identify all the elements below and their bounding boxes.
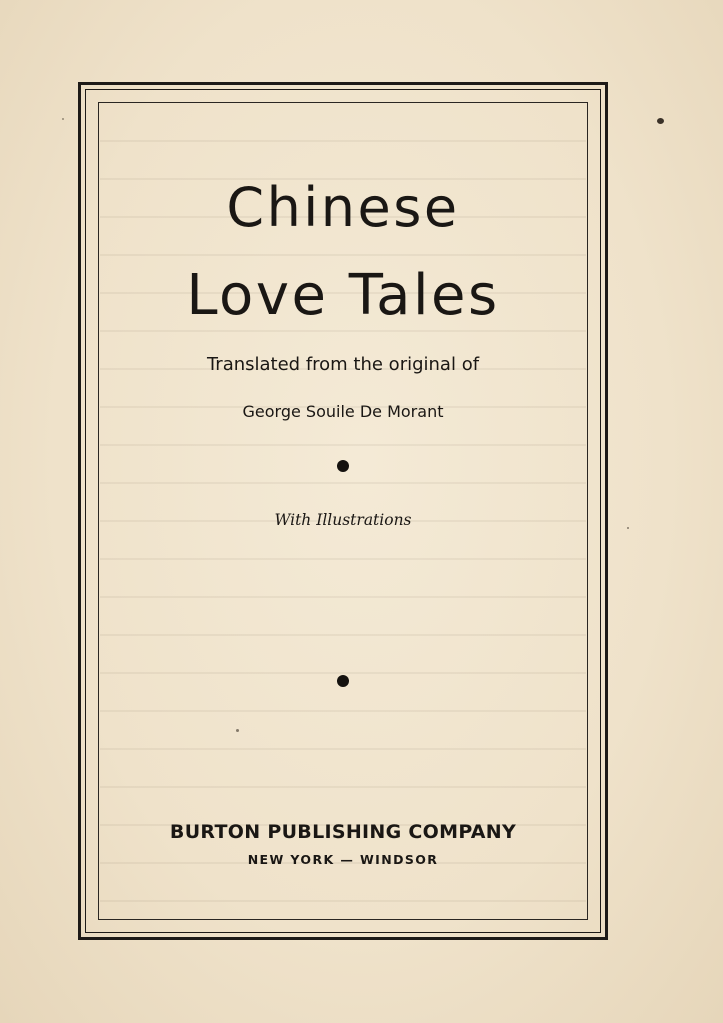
title-line-1: Chinese — [226, 176, 460, 239]
ink-speck — [657, 118, 664, 124]
publisher-locations: NEW YORK — WINDSOR — [247, 852, 439, 867]
illustrations-note: With Illustrations — [274, 511, 412, 529]
translation-credit: Translated from the original of — [206, 354, 480, 375]
title-line-2: Love Tales — [186, 263, 500, 328]
ink-speck — [62, 118, 64, 120]
bullet-ornament — [337, 675, 349, 687]
publisher-name: BURTON PUBLISHING COMPANY — [169, 821, 517, 843]
ink-speck — [627, 527, 629, 529]
author-name: George Souile De Morant — [242, 402, 444, 421]
bullet-ornament — [337, 460, 349, 472]
